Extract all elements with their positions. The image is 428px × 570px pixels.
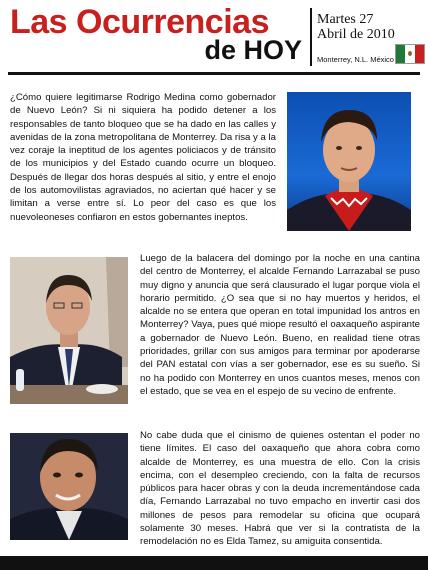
date-month-year: Abril de 2010 — [317, 27, 395, 42]
location-label: Monterrey, N.L. México — [317, 55, 394, 64]
header-rule — [8, 72, 420, 75]
masthead — [0, 0, 428, 72]
article-3-text: No cabe duda que el cinismo de quienes ostentan el poder no tiene límites. El caso del oaxaqueño que ahora cobra como alcalde de Monterrey, es una muestra de ello. Con la crisis encima, con el desempleo creciendo, con la falta de recursos públicos para hacer obras y con la deuda incrementándose cada día, Fernando Larrazabal no tuvo empacho en invertir casi dos millones de pesos para remodelar su oficina que ocupará solamente 30 meses. Habrá que ver si la contratista de la remodelación no es Elda Tamez, su amiguita consentida. — [140, 430, 420, 548]
portrait-larrazabal-icon — [10, 257, 128, 404]
article-1-photo — [287, 92, 411, 231]
article-1-text: ¿Cómo quiere legitimarse Rodrigo Medina como gobernador de Nuevo León? Si ni siquiera ha podido detener a los responsables de tanto bloqueo que se ha dado en las calles y avenidas de la zona metropolitana de Monterrey. Da risa y a la vez coraje la ineptitud de los agentes policiacos y de tránsito de los municipios y del Estado cuando ocurre un bloqueo. Después de llegar dos horas después al sitio, y entre el enojo de los automovilistas agraviados, no aciertan qué hacer y se limitan a verse entre sí. Lo peor del caso es que los nuevoleoneses confiaron en estos gobernantes ineptos. — [10, 92, 276, 223]
newspaper-title: Las Ocurrencias — [10, 3, 269, 41]
article-2-text: Luego de la balacera del domingo por la noche en una cantina del centro de Monterrey, el alcalde Fernando Larrazabal se puso muy digno y anuncia que será clausurado el lugar porque viola el horario permitido. ¿O sea que si no hay muertos y heridos, el alcalde no se entera que operan en total impunidad los antros en Monterrey? Vaya, pues qué miope resultó el oaxaqueño aspirante a gobernador de Nuevo León. Bueno, en realidad tiene otras prioridades, grillar con sus amigos para terminar por apoderarse del PAN estatal con vías a ser gobernador, ese es su sueño. Si no ha podido con Monterrey en unos cuantos meses, menos con el estado, que se vea en el espejo de su vecino de enfrente. — [140, 253, 420, 397]
mexico-flag-icon — [395, 44, 425, 64]
header-divider — [310, 8, 312, 66]
footer-bar — [0, 556, 428, 570]
article-2-photo — [10, 257, 128, 404]
article-3-photo — [10, 433, 128, 540]
newspaper-subtitle: de HOY — [204, 35, 302, 65]
portrait-medina-icon — [287, 92, 411, 231]
date-weekday: Martes 27 — [317, 12, 374, 27]
portrait-larrazabal-closeup-icon — [10, 433, 128, 540]
